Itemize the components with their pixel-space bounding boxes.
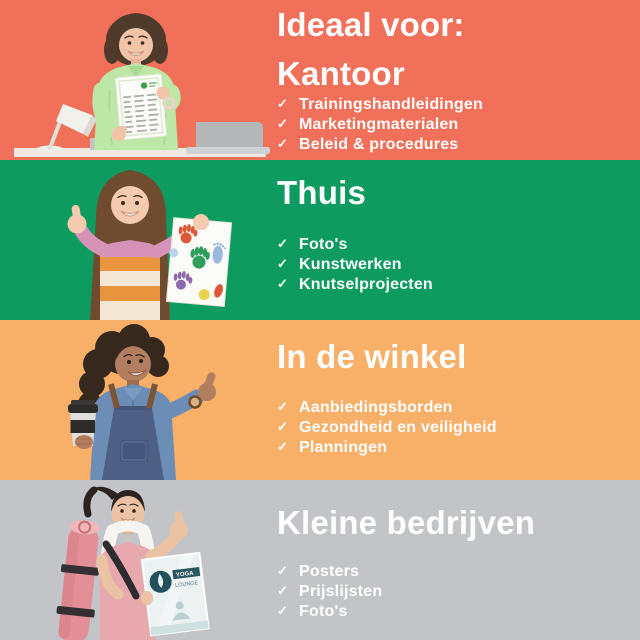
list-item — [277, 438, 629, 458]
check-icon: ✓ — [277, 116, 289, 131]
check-icon: ✓ — [277, 419, 289, 434]
handprint-artwork — [165, 218, 232, 307]
poster-subtitle: LOUNGE — [174, 580, 199, 590]
section-thuis — [0, 160, 640, 320]
list-item — [277, 602, 629, 622]
desk-lamp-icon — [37, 104, 97, 153]
check-icon: ✓ — [277, 276, 289, 291]
wooden-watch — [190, 397, 201, 408]
section-title-kantoor: Kantoor — [277, 55, 405, 92]
section-kleine-bedrijven — [0, 480, 640, 640]
list-item — [277, 562, 629, 582]
check-icon: ✓ — [277, 399, 289, 414]
list-item-label: Beleid & procedures — [299, 136, 459, 153]
check-icon: ✓ — [277, 256, 289, 271]
list-item — [277, 135, 629, 155]
bedrijven-text — [277, 480, 629, 622]
check-icon: ✓ — [277, 439, 289, 454]
list-item-label: Gezondheid en veiligheid — [299, 419, 497, 436]
girl — [68, 170, 232, 320]
thumbs-up-icon — [170, 511, 188, 539]
list-item-label: Aanbiedingsborden — [299, 399, 453, 416]
section-in-de-winkel — [0, 320, 640, 480]
check-icon: ✓ — [277, 583, 289, 598]
list-item-label: Posters — [299, 563, 360, 580]
section-title-thuis: Thuis — [277, 174, 366, 211]
yoga-woman — [53, 487, 208, 640]
section-title-bedrijven: Kleine bedrijven — [277, 504, 536, 541]
list-item — [277, 95, 629, 115]
office-woman — [94, 13, 178, 150]
girl-artwork-photo — [0, 160, 270, 320]
page-heading: Ideaal voor: — [277, 6, 465, 43]
list-item — [277, 255, 629, 275]
thumbs-up-icon — [68, 204, 87, 233]
laptop-icon — [186, 122, 270, 154]
check-icon: ✓ — [277, 136, 289, 151]
thuis-checklist — [277, 235, 629, 295]
list-item — [277, 275, 629, 295]
list-item — [277, 418, 629, 438]
section-kantoor — [0, 0, 640, 160]
list-item-label: Foto's — [299, 603, 348, 620]
list-item — [277, 235, 629, 255]
list-item — [277, 582, 629, 602]
office-woman-photo — [0, 0, 270, 160]
yoga-mat — [53, 518, 104, 640]
check-icon: ✓ — [277, 236, 289, 251]
winkel-text — [277, 320, 629, 458]
list-item-label: Planningen — [299, 439, 388, 456]
list-item-label: Marketingmaterialen — [299, 116, 459, 133]
barista-woman — [68, 324, 217, 480]
list-item — [277, 398, 629, 418]
barista-woman-photo — [0, 320, 270, 480]
kantoor-text — [277, 0, 629, 155]
list-item-label: Knutselprojecten — [299, 276, 433, 293]
winkel-checklist — [277, 398, 629, 458]
list-item-label: Prijslijsten — [299, 583, 383, 600]
list-item-label: Kunstwerken — [299, 256, 402, 273]
list-item-label: Trainingshandleidingen — [299, 96, 483, 113]
pointing-thumb — [198, 371, 217, 401]
yoga-woman-photo — [0, 480, 270, 640]
check-icon: ✓ — [277, 603, 289, 618]
check-icon: ✓ — [277, 96, 289, 111]
check-icon: ✓ — [277, 563, 289, 578]
list-item — [277, 115, 629, 135]
thuis-text — [277, 160, 629, 295]
list-item-label: Foto's — [299, 236, 348, 253]
bedrijven-checklist — [277, 562, 629, 622]
poster-title: YOGA — [175, 570, 194, 579]
kantoor-checklist — [277, 95, 629, 155]
section-title-winkel: In de winkel — [277, 338, 467, 375]
